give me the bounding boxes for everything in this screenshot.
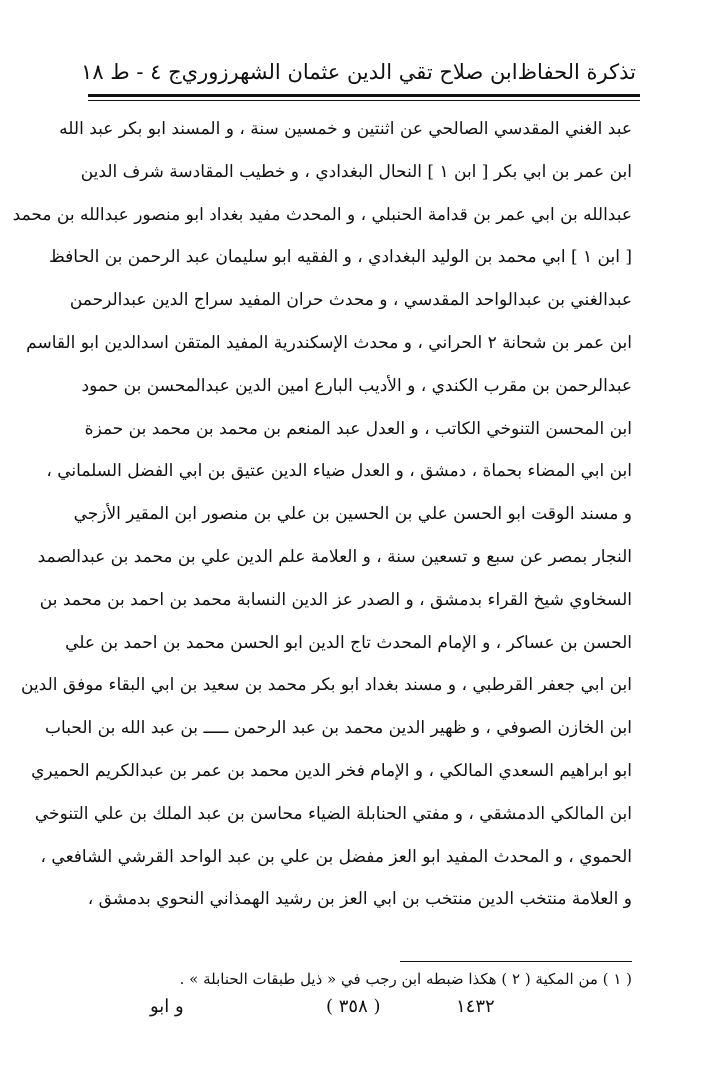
text-line: ابن المالكي الدمشقي ، و مفتي الحنابلة الضياء محاسن بن عبد الملك بن علي التنوخي (34, 803, 632, 824)
running-header (81, 52, 636, 92)
header-rule (88, 94, 640, 97)
page-footer (110, 996, 630, 1032)
footnote: ( ١ ) من المكية ( ٢ ) هكذا ضبطه ابن رجب في « ذيل طبقات الحنابلة » . (179, 970, 632, 988)
original-page-number: ( ٣٥٨ ) (326, 996, 381, 1017)
text-line: السخاوي شيخ القراء بدمشق ، و الصدر عز الدين النسابة محمد بن احمد بن محمد بن (39, 589, 632, 610)
text-line: النجار بمصر عن سبع و تسعين سنة ، و العلامة علم الدين علي بن محمد بن عبدالصمد (37, 546, 632, 567)
entry-subject: ابن صلاح تقي الدين عثمان الشهرزوري (181, 60, 518, 84)
text-line: الحسن بن عساكر ، و الإمام المحدث تاج الدين ابو الحسن محمد بن احمد بن علي (65, 632, 632, 653)
volume-tabaqa-label: ج ٤ - ط ١٨ (81, 60, 182, 84)
text-line: [ ابن ١ ] ابي محمد بن الوليد البغدادي ، و الفقيه ابو سليمان عبد الرحمن بن الحافظ (49, 247, 632, 268)
body-text (12, 108, 632, 921)
text-line: عبد الغني المقدسي الصالحي عن اثنتين و خمسين سنة ، و المسند ابو بكر عبد الله (59, 119, 632, 139)
text-line: عبدالرحمن بن مقرب الكندي ، و الأديب البارع امين الدين عبدالمحسن بن حمود (81, 375, 632, 396)
text-line: ابن ابي المضاء بحماة ، دمشق ، و العدل ضياء الدين عتيق بن ابي الفضل السلماني ، (46, 461, 632, 482)
text-line: عبدالغني بن عبدالواحد المقدسي ، و محدث حران المفيد سراج الدين عبدالرحمن (69, 290, 632, 311)
text-line: عبدالله بن ابي عمر بن قدامة الحنبلي ، و المحدث مفيد بغداد ابو منصور عبدالله بن محمد (12, 204, 632, 225)
book-title: تذكرة الحفاظ (517, 60, 636, 84)
text-line: ابن ابي جعفر القرطبي ، و مسند بغداد ابو بكر محمد بن سعيد بن ابي البقاء موفق الدين (21, 675, 632, 696)
text-line: ابن عمر بن ابي بكر [ ابن ١ ] النحال البغدادي ، و خطيب المقادسة شرف الدين (80, 161, 632, 182)
text-line: الحموي ، و المحدث المفيد ابو العز مفضل بن علي بن عبد الواحد القرشي الشافعي ، (40, 846, 632, 867)
text-line: ابن الخازن الصوفي ، و ظهير الدين محمد بن عبد الرحمن ـــــ بن عبد الله بن الحباب (45, 718, 632, 739)
page-number: ١٤٣٢ (456, 996, 495, 1017)
text-line: ابن عمر بن شحانة ٢ الحراني ، و محدث الإسكندرية المفيد المتقن اسدالدين ابو القاسم (26, 332, 632, 353)
catchword: و ابو (150, 996, 184, 1017)
text-line: ابن المحسن التنوخي الكاتب ، و العدل عبد المنعم بن محمد بن محمد بن حمزة (84, 418, 632, 439)
header-rule-thin (88, 100, 640, 101)
text-line: و العلامة منتخب الدين منتخب بن ابي العز بن رشيد الهمذاني النحوي بدمشق ، (87, 889, 632, 910)
text-line: و مسند الوقت ابو الحسن علي بن الحسين بن علي بن منصور ابن المقير الأزجي (73, 504, 632, 525)
text-line: ابو ابراهيم السعدي المالكي ، و الإمام فخر الدين محمد بن عمر بن عبدالكريم الحميري (31, 760, 632, 781)
footnote-rule (400, 961, 632, 962)
